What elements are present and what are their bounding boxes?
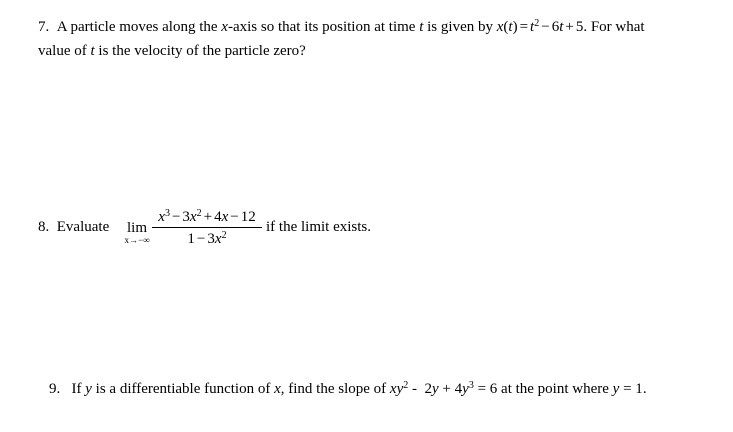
problem-7-equation: $x(t) = t^2 - 6t + 5$ <box>496 18 584 35</box>
problem-9-text: If y is a differentiable function of x, find the slope of <box>71 381 390 397</box>
fraction-numerator: $x^3 - 3x^2 + 4x - 12$ <box>158 208 256 225</box>
limit-fraction <box>150 205 264 250</box>
limit-subscript: x→−∞ <box>124 235 150 245</box>
problem-9-condition: y = 1 <box>612 381 643 397</box>
problem-7-line-2: value of t is the velocity of the particle zero? <box>38 43 306 59</box>
problem-7-line-1 <box>38 15 645 39</box>
problem-7-text: A particle moves along the x-axis so that its position at time t is given by <box>56 19 497 35</box>
problem-9-text-mid: at the point where <box>497 381 613 397</box>
problem-8-tail: if the limit exists. <box>266 219 371 235</box>
problem-7-number: 7. <box>38 19 50 35</box>
limit-operator <box>122 219 152 245</box>
problem-9-equation: $xy^2 - 2y + 4y^3 = 6$ <box>389 380 498 397</box>
problem-8-lead: 8. Evaluate <box>38 219 110 235</box>
problem-9-text-end: . <box>642 381 647 397</box>
fraction-denominator: $1 - 3x^2$ <box>187 230 227 247</box>
problem-8-number: 8. <box>38 219 50 235</box>
problem-9-number: 9. <box>49 381 61 397</box>
problem-7 <box>38 15 645 63</box>
problem-9 <box>49 381 647 398</box>
problem-7-text-end: . For what <box>583 19 645 35</box>
limit-word: lim <box>126 220 147 236</box>
